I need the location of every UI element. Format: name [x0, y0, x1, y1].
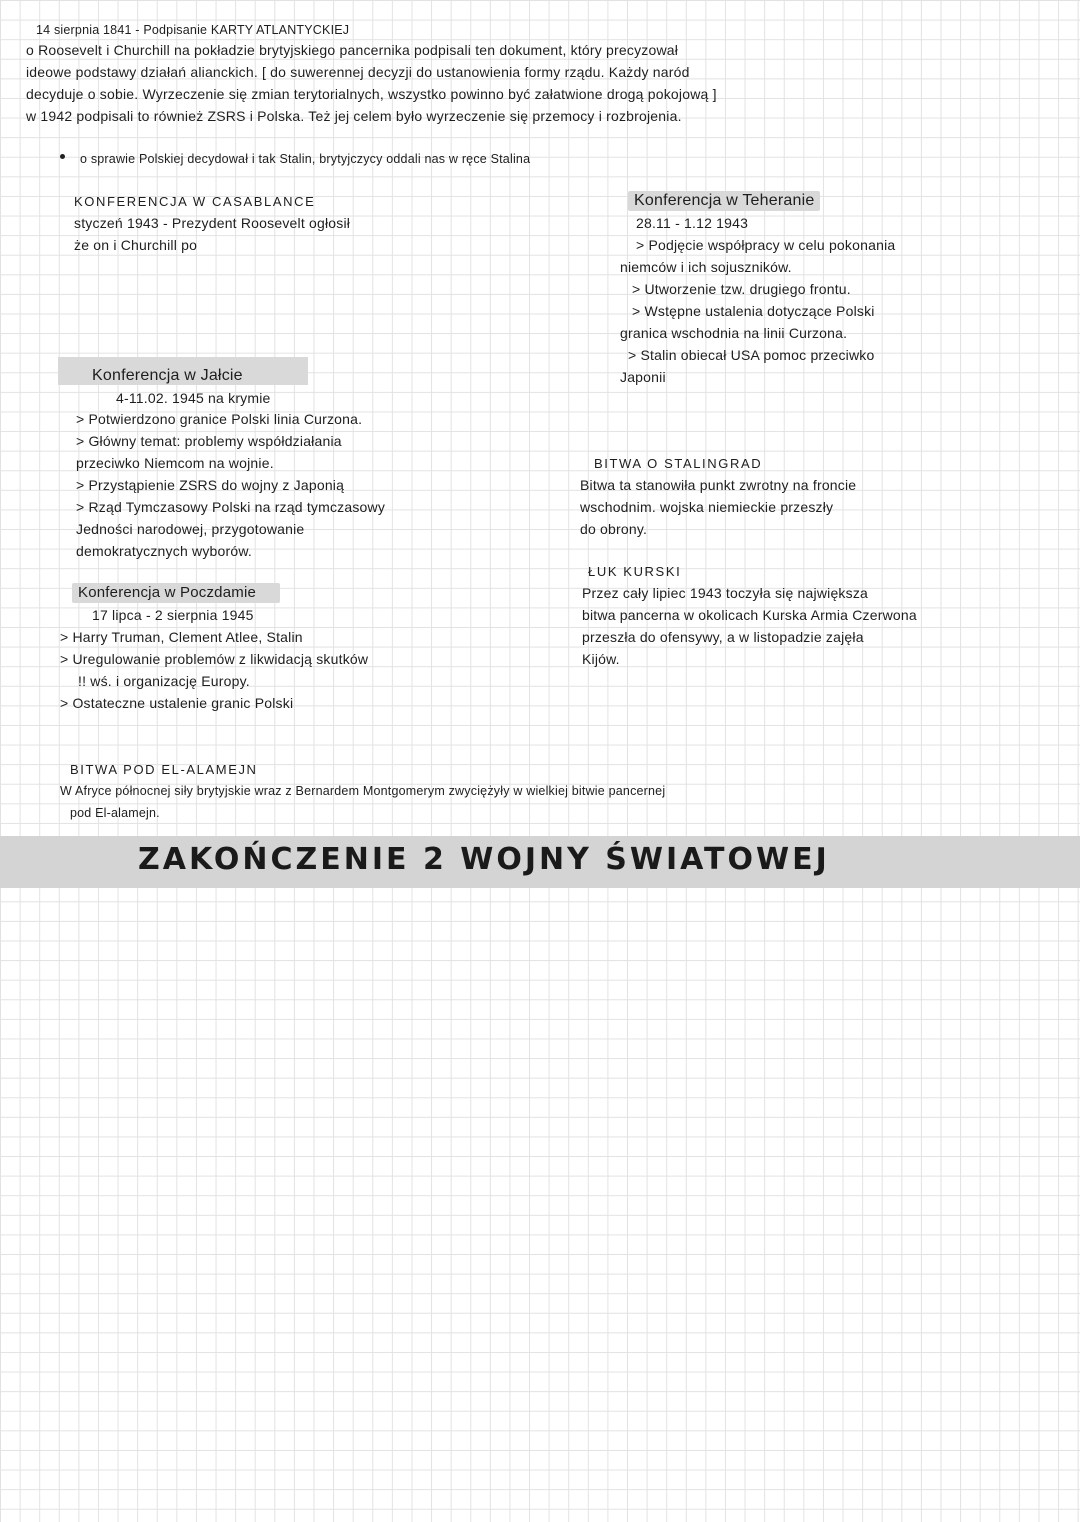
potsdam-date: 17 lipca - 2 sierpnia 1945: [92, 607, 254, 623]
kursk-line: Kijów.: [582, 651, 620, 667]
kursk-title: ŁUK KURSKI: [588, 564, 682, 579]
teheran-line: granica wschodnia na linii Curzona.: [620, 325, 848, 341]
yalta-line: > Rząd Tymczasowy Polski na rząd tymczasowy: [76, 499, 386, 515]
yalta-date: 4-11.02. 1945 na krymie: [116, 390, 271, 406]
alamein-title: BITWA POD EL-ALAMEJN: [70, 762, 258, 777]
teheran-line: niemców i ich sojuszników.: [620, 259, 792, 275]
yalta-line: > Główny temat: problemy współdziałania: [76, 433, 342, 449]
stalingrad-title: BITWA O STALINGRAD: [594, 456, 763, 471]
potsdam-line: !! wś. i organizację Europy.: [78, 673, 250, 689]
atlantic-bullet: o sprawie Polskiej decydował i tak Stalin, brytyjczycy oddali nas w ręce Stalina: [80, 152, 531, 166]
casablanca-title: KONFERENCJA W CASABLANCE: [74, 194, 316, 209]
kursk-line: bitwa pancerna w okolicach Kurska Armia Czerwona: [582, 607, 917, 623]
yalta-line: demokratycznych wyborów.: [76, 543, 252, 559]
yalta-title: Konferencja w Jałcie: [92, 367, 243, 384]
stalingrad-line: do obrony.: [580, 521, 648, 537]
stalingrad-line: Bitwa ta stanowiła punkt zwrotny na froncie: [580, 477, 857, 493]
potsdam-title: Konferencja w Poczdamie: [72, 583, 280, 603]
casablanca-line: styczeń 1943 - Prezydent Roosevelt ogłosił: [74, 215, 351, 231]
teheran-line: Japonii: [620, 369, 666, 385]
potsdam-line: > Uregulowanie problemów z likwidacją skutków: [60, 651, 369, 667]
yalta-line: przeciwko Niemcom na wojnie.: [76, 455, 274, 471]
kursk-line: przeszła do ofensywy, a w listopadzie zajęła: [582, 629, 864, 645]
teheran-title: Konferencja w Teheranie: [628, 191, 820, 211]
teheran-date: 28.11 - 1.12 1943: [636, 215, 749, 231]
potsdam-line: > Ostateczne ustalenie granic Polski: [60, 695, 294, 711]
atlantic-line: decyduje o sobie. Wyrzeczenie się zmian terytorialnych, wszystko powinno być załatwione drogą pokojową ]: [26, 86, 717, 102]
atlantic-line: o Roosevelt i Churchill na pokładzie brytyjskiego pancernika podpisali ten dokument, który precyzował: [26, 42, 679, 58]
atlantic-heading: 14 sierpnia 1841 - Podpisanie KARTY ATLANTYCKIEJ: [36, 23, 350, 37]
teheran-line: > Utworzenie tzw. drugiego frontu.: [632, 281, 851, 297]
teheran-line: > Stalin obiecał USA pomoc przeciwko: [628, 347, 875, 363]
bullet-dot-icon: [60, 154, 65, 159]
banner-title: ZAKOŃCZENIE 2 WOJNY ŚWIATOWEJ: [138, 842, 830, 877]
teheran-line: > Wstępne ustalenia dotyczące Polski: [632, 303, 875, 319]
atlantic-line: w 1942 podpisali to również ZSRS i Polska. Też jej celem było wyrzeczenie się przemocy i rozbrojenia.: [26, 108, 682, 124]
yalta-line: > Przystąpienie ZSRS do wojny z Japonią: [76, 477, 345, 493]
alamein-line: W Afryce północnej siły brytyjskie wraz z Bernardem Montgomerym zwyciężyły w wielkiej bitwie pancernej: [60, 784, 666, 798]
stalingrad-line: wschodnim. wojska niemieckie przeszły: [580, 499, 834, 515]
alamein-line: pod El-alamejn.: [70, 806, 160, 820]
casablanca-line: że on i Churchill po: [74, 237, 198, 253]
kursk-line: Przez cały lipiec 1943 toczyła się największa: [582, 585, 869, 601]
atlantic-line: ideowe podstawy działań alianckich. [ do suwerennej decyzji do ustanowienia formy rządu. Każdy naród: [26, 64, 690, 80]
yalta-line: Jedności narodowej, przygotowanie: [76, 521, 305, 537]
potsdam-line: > Harry Truman, Clement Atlee, Stalin: [60, 629, 303, 645]
teheran-line: > Podjęcie współpracy w celu pokonania: [636, 237, 896, 253]
yalta-line: > Potwierdzono granice Polski linia Curzona.: [76, 411, 363, 427]
